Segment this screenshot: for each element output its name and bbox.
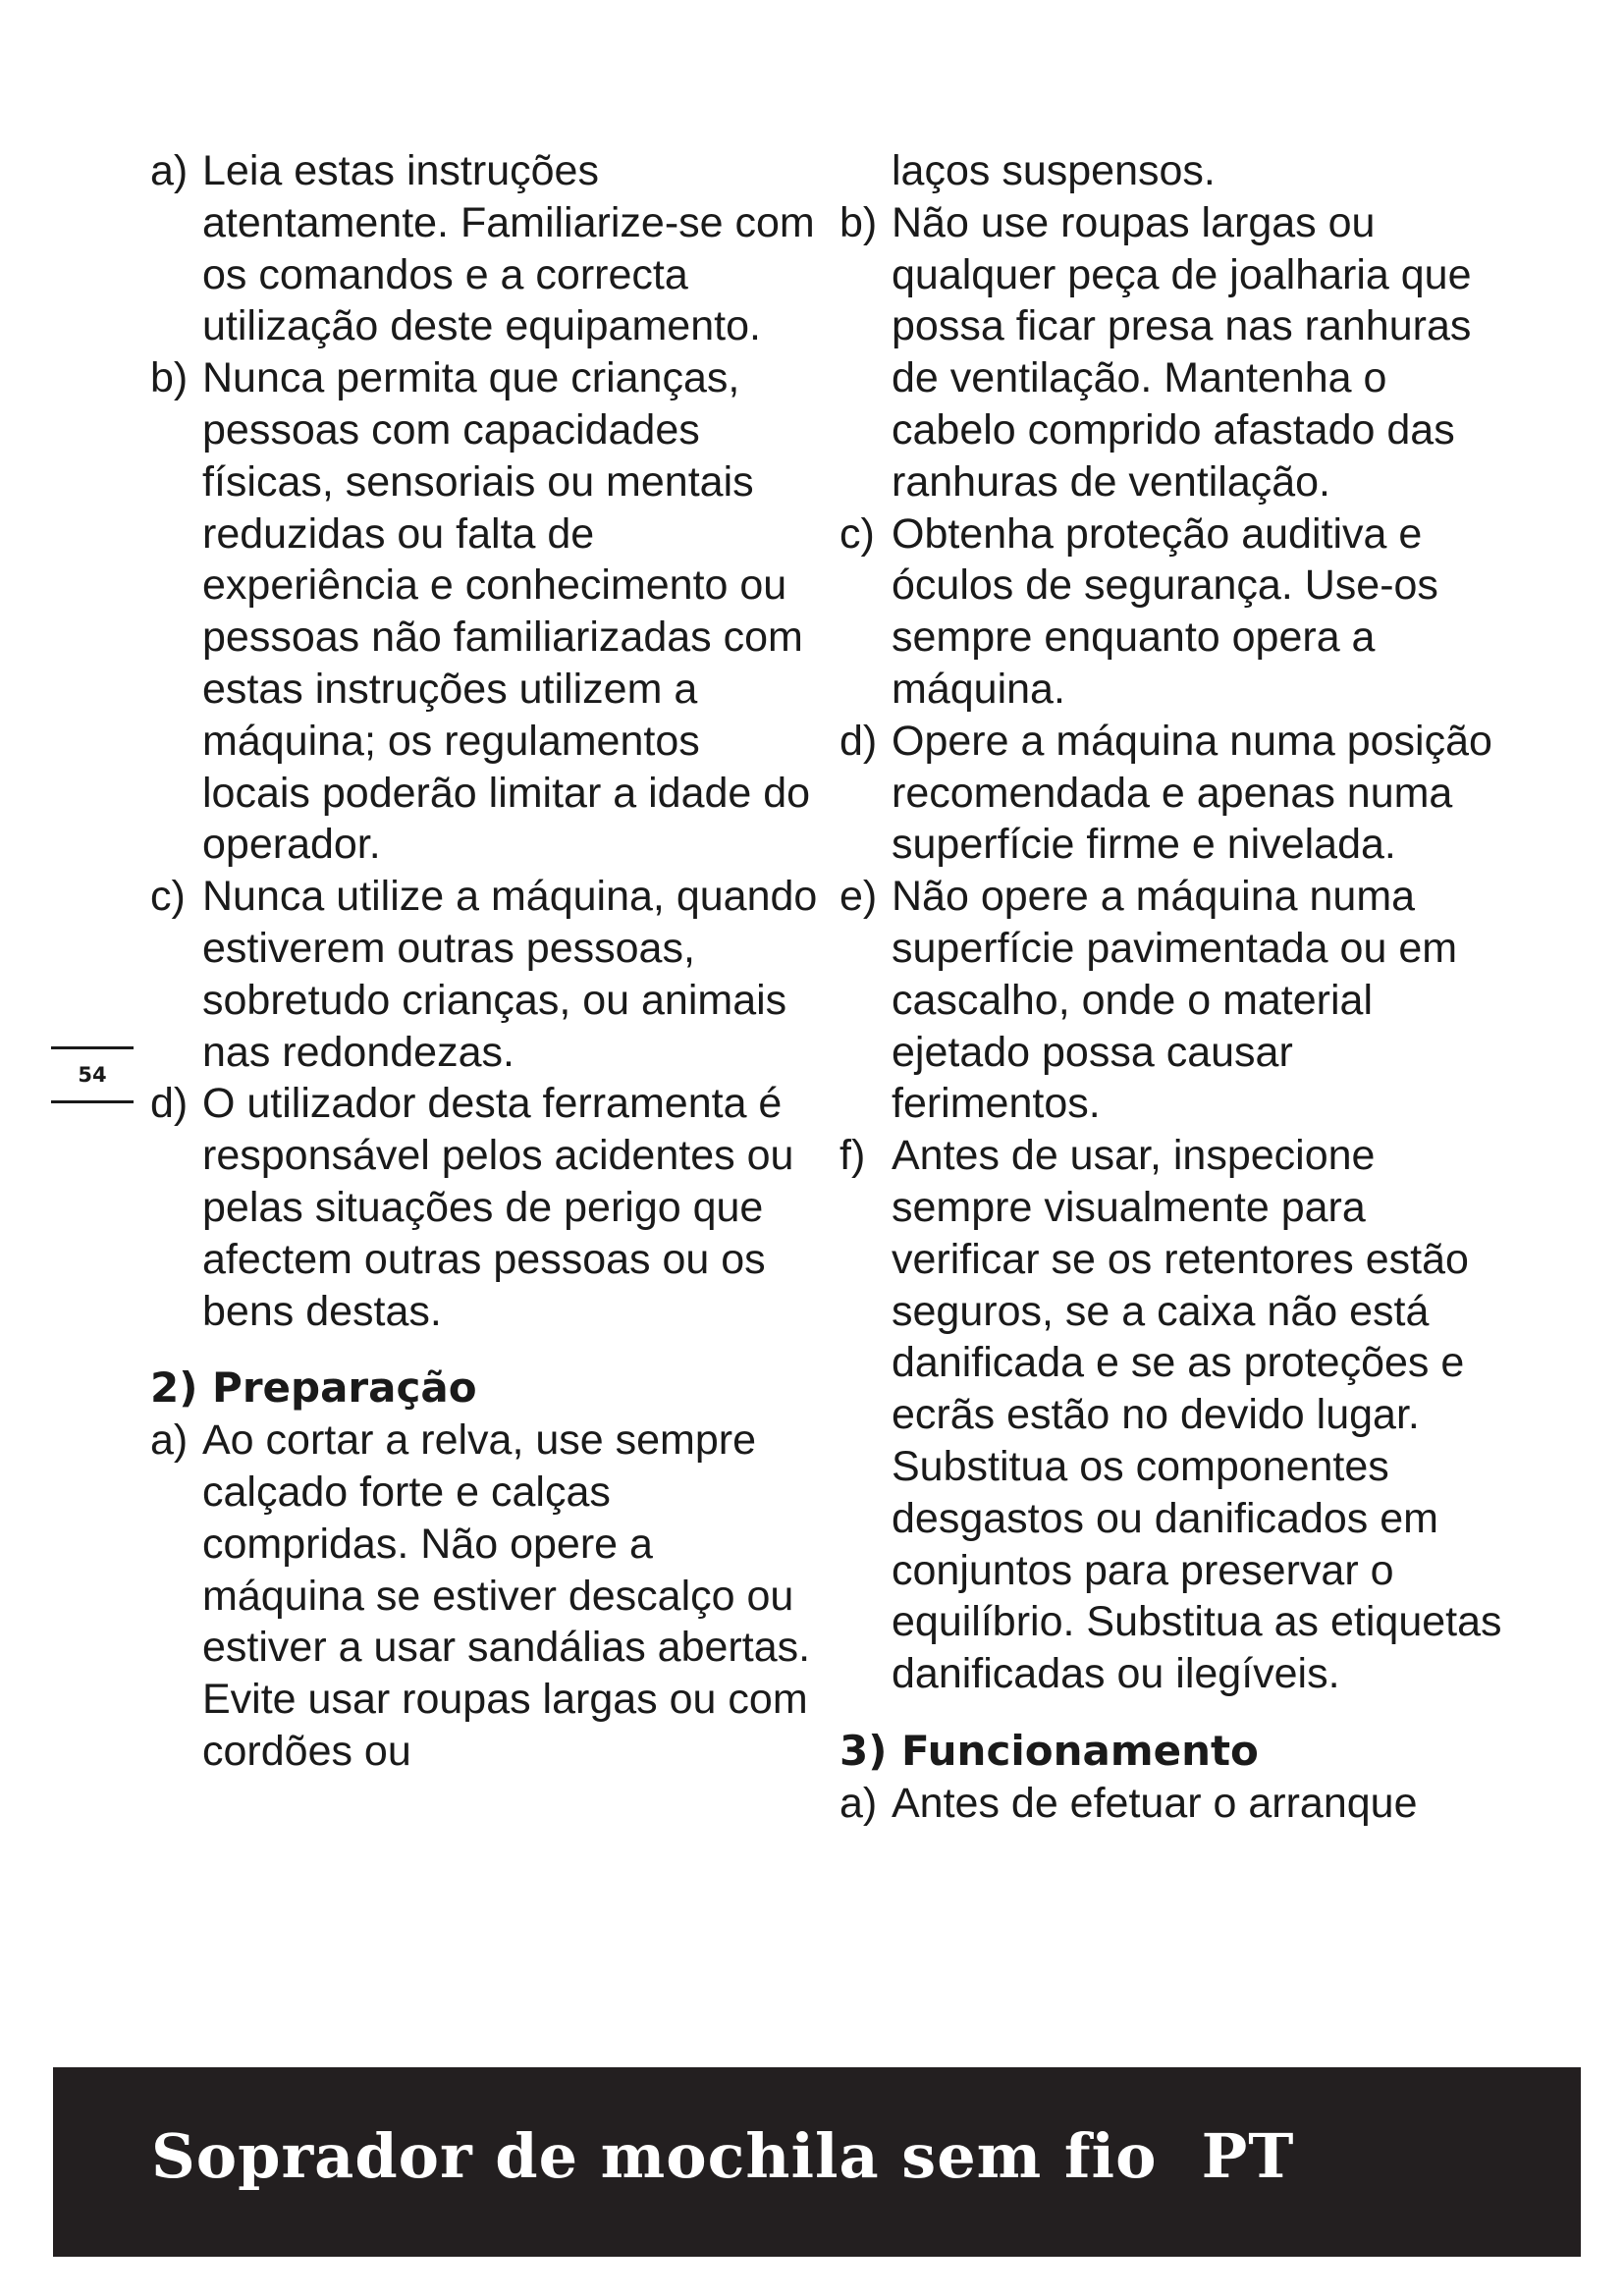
- item-label: a): [150, 147, 189, 194]
- list-item: [150, 871, 818, 1078]
- continued-text: laços suspensos.: [892, 147, 1216, 194]
- list-item: [839, 716, 1507, 871]
- item-text: Opere a máquina numa posição recomendada e apenas numa superfície firme e nivelada.: [892, 717, 1492, 869]
- item-text: Nunca utilize a máquina, quando estiverem outras pessoas, sobretudo crianças, ou animais nas redondezas.: [202, 873, 818, 1076]
- item-label: c): [839, 509, 875, 558]
- list-item: [839, 508, 1507, 716]
- section-heading-funcionamento: 3) Funcionamento: [839, 1726, 1259, 1775]
- item-text: Nunca permita que crianças, pessoas com capacidades físicas, sensoriais ou mentais reduzidas ou falta de experiência e conhecimento ou pessoas não familiarizadas com estas instruções utilizem a máquina; os regulamentos locais poderão limitar a idade do operador.: [202, 354, 811, 869]
- item-label: a): [150, 1416, 189, 1465]
- item-label: b): [150, 354, 189, 402]
- item-text: Ao cortar a relva, use sempre calçado forte e calças compridas. Não opere a máquina se estiver descalço ou estiver a usar sandálias abertas. Evite usar roupas largas ou com cordões ou: [202, 1416, 811, 1775]
- item-label: d): [839, 717, 878, 765]
- list-item: [150, 1078, 818, 1337]
- page-number: 54: [51, 1046, 134, 1103]
- item-text: Leia estas instruções atentamente. Familiarize-se com os comandos e a correcta utilização deste equipamento.: [202, 147, 815, 350]
- list-item: [839, 871, 1507, 1130]
- left-column: [150, 145, 818, 1778]
- section-heading-preparacao: 2) Preparação: [150, 1363, 477, 1413]
- item-label: f): [839, 1132, 866, 1180]
- item-label: c): [150, 873, 186, 921]
- list-item: [150, 1415, 818, 1778]
- item-label: d): [150, 1080, 189, 1128]
- item-text: Antes de usar, inspecione sempre visualmente para verificar se os retentores estão seguros, se a caixa não está danificada e se as proteções e ecrãs estão no devido lugar. Substitua os componentes desgastos ou danificados em conjuntos para preservar o equilíbrio. Substitua as etiquetas danificadas ou ilegíveis.: [892, 1132, 1502, 1698]
- list-item: [839, 197, 1507, 508]
- footer-bar: [53, 2067, 1581, 2257]
- footer-title: [151, 2120, 1294, 2192]
- item-label: a): [839, 1779, 878, 1827]
- list-item: [150, 352, 818, 871]
- list-item: [839, 1778, 1507, 1830]
- list-item: [839, 1130, 1507, 1700]
- item-text: Obtenha proteção auditiva e óculos de segurança. Use-os sempre enquanto opera a máquina.: [892, 509, 1438, 713]
- footer-language-code: PT: [1201, 2120, 1295, 2192]
- footer-product-title: Soprador de mochila sem fio: [151, 2120, 1158, 2192]
- list-item: [150, 145, 818, 352]
- item-label: e): [839, 873, 878, 921]
- item-text: Não opere a máquina numa superfície pavimentada ou em cascalho, onde o material ejetado possa causar ferimentos.: [892, 873, 1458, 1128]
- item-text: Antes de efetuar o arranque: [892, 1779, 1418, 1827]
- item-label: b): [839, 198, 878, 246]
- item-text: Não use roupas largas ou qualquer peça de joalharia que possa ficar presa nas ranhuras de ventilação. Mantenha o cabelo comprido afastado das ranhuras de ventilação.: [892, 198, 1472, 506]
- item-text: O utilizador desta ferramenta é responsável pelos acidentes ou pelas situações de perigo que afectem outras pessoas ou os bens destas.: [202, 1080, 794, 1335]
- right-column: [839, 145, 1507, 1830]
